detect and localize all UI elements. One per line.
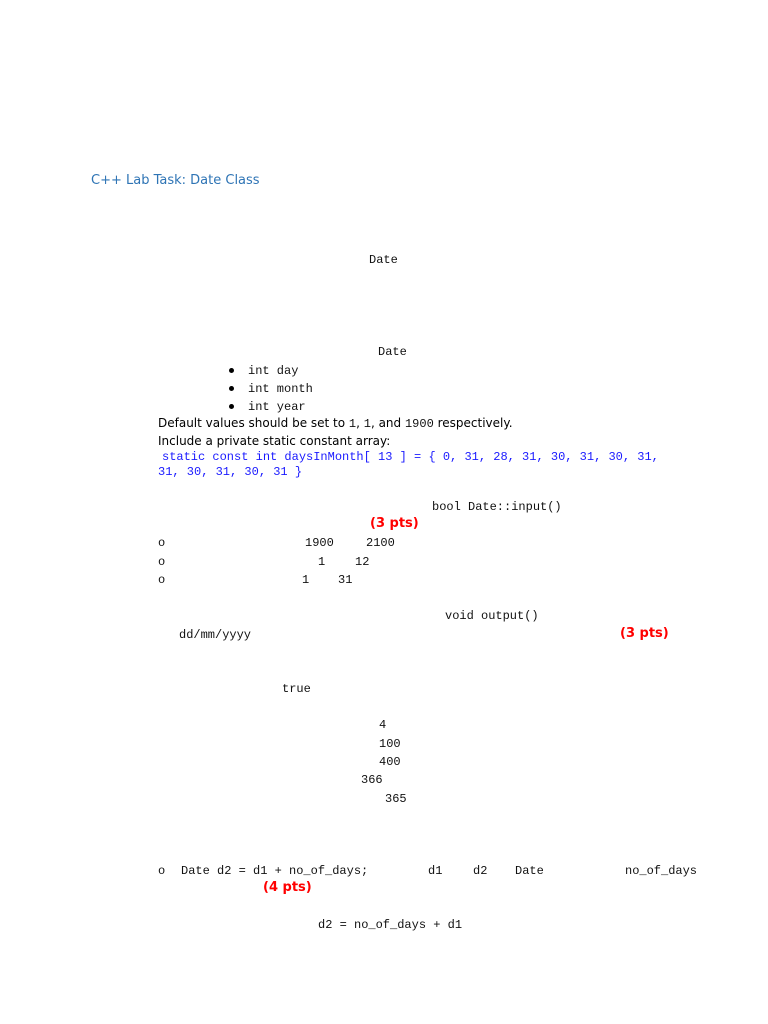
bullet-o: o bbox=[158, 573, 166, 587]
defaults-suffix: respectively. bbox=[433, 416, 513, 430]
points-badge: (3 pts) bbox=[620, 626, 669, 641]
true-text: true bbox=[282, 682, 311, 696]
defaults-sep: , bbox=[356, 416, 364, 430]
code-array-line: 31, 30, 31, 30, 31 } bbox=[158, 465, 303, 479]
operator-term: Date bbox=[515, 864, 544, 878]
leap-value: 365 bbox=[385, 792, 407, 806]
range-max: 2100 bbox=[366, 536, 395, 550]
output-format: dd/mm/yyyy bbox=[179, 628, 252, 642]
class-name-repeat: Date bbox=[378, 345, 407, 359]
leap-value: 4 bbox=[379, 718, 387, 732]
range-max: 12 bbox=[355, 555, 370, 569]
member-text: int day bbox=[248, 364, 299, 378]
range-min: 1 bbox=[318, 555, 326, 569]
page-title: C++ Lab Task: Date Class bbox=[91, 173, 260, 188]
operator-term: d1 bbox=[428, 864, 443, 878]
leap-value: 100 bbox=[379, 737, 401, 751]
defaults-sep: , and bbox=[370, 416, 405, 430]
code-array-line: static const int daysInMonth[ 13 ] = { 0, 31, 28, 31, 30, 31, 30, 31, bbox=[162, 450, 659, 464]
bullet-o: o bbox=[158, 555, 166, 569]
member-text: int year bbox=[248, 400, 306, 414]
leap-value: 366 bbox=[361, 773, 383, 787]
bullet-dot bbox=[229, 404, 234, 409]
default-day: 1 bbox=[348, 417, 357, 431]
bullet-o: o bbox=[158, 536, 166, 550]
bullet-dot bbox=[229, 368, 234, 373]
output-signature: void output() bbox=[445, 609, 539, 623]
operator-term: d2 bbox=[473, 864, 488, 878]
default-year: 1900 bbox=[404, 417, 434, 431]
range-min: 1900 bbox=[305, 536, 334, 550]
member-text: int month bbox=[248, 382, 313, 396]
operator-term: no_of_days bbox=[625, 864, 698, 878]
operator-code: Date d2 = d1 + no_of_days; bbox=[181, 864, 369, 878]
defaults-line bbox=[158, 417, 513, 430]
points-badge: (4 pts) bbox=[263, 880, 312, 895]
leap-value: 400 bbox=[379, 755, 401, 769]
class-name: Date bbox=[369, 253, 398, 267]
commutative-code: d2 = no_of_days + d1 bbox=[318, 918, 463, 932]
points-badge: (3 pts) bbox=[370, 516, 419, 531]
include-line: Include a private static constant array: bbox=[158, 434, 391, 448]
input-signature: bool Date::input() bbox=[432, 500, 562, 514]
range-min: 1 bbox=[302, 573, 310, 587]
bullet-o: o bbox=[158, 864, 166, 878]
defaults-prefix: Default values should be set to bbox=[158, 416, 349, 430]
bullet-dot bbox=[229, 386, 234, 391]
default-month: 1 bbox=[363, 417, 371, 431]
range-max: 31 bbox=[338, 573, 353, 587]
